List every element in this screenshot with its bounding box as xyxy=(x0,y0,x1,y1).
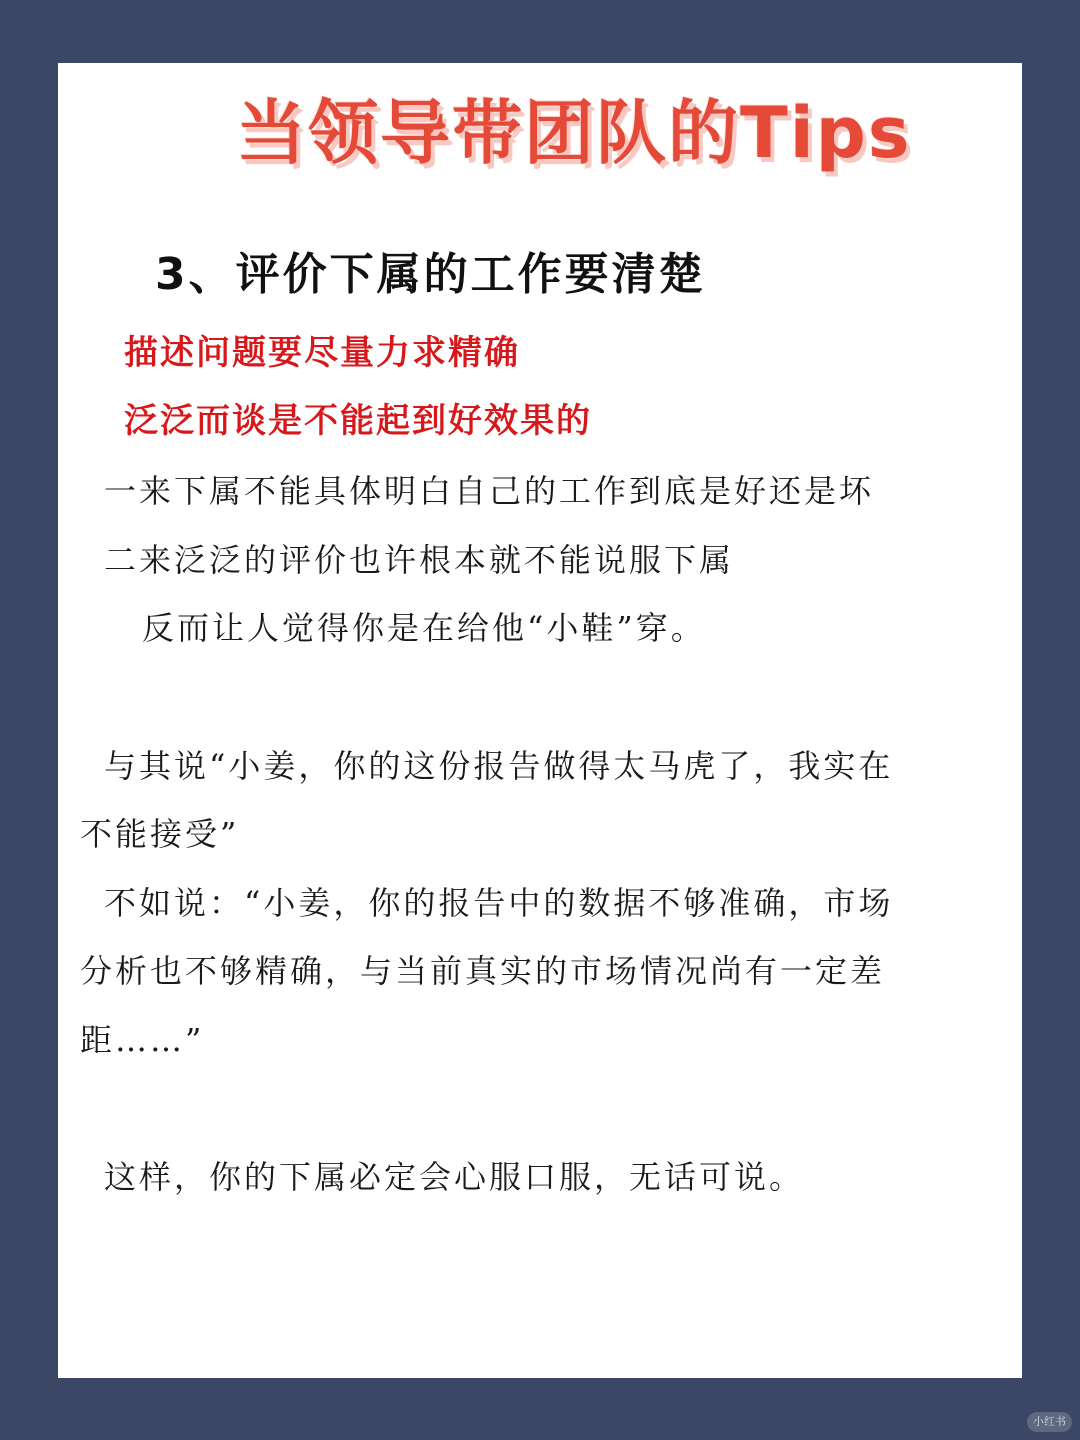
good-example-line: 不如说：“小姜，你的报告中的数据不够准确，市场 xyxy=(104,884,894,922)
conclusion-line: 这样，你的下属必定会心服口服，无话可说。 xyxy=(104,1158,805,1196)
good-example-line: 距……” xyxy=(80,1021,205,1059)
highlight-line: 描述问题要尽量力求精确 xyxy=(124,333,520,373)
highlight-line: 泛泛而谈是不能起到好效果的 xyxy=(124,401,592,441)
good-example-line: 分析也不够精确，与当前真实的市场情况尚有一定差 xyxy=(80,952,886,990)
reason-line: 一来下属不能具体明白自己的工作到底是好还是坏 xyxy=(104,472,875,510)
reason-line: 反而让人觉得你是在给他“小鞋”穿。 xyxy=(142,609,706,647)
reason-line: 二来泛泛的评价也许根本就不能说服下属 xyxy=(104,541,735,579)
bad-example-line: 与其说“小姜，你的这份报告做得太马虎了，我实在 xyxy=(104,747,894,785)
section-heading: 3、评价下属的工作要清楚 xyxy=(155,249,706,300)
content-card xyxy=(58,63,1022,1378)
page-title: 当领导带团队的Tips xyxy=(236,92,912,174)
watermark-logo: 小红书 xyxy=(1027,1412,1072,1432)
bad-example-line: 不能接受” xyxy=(80,815,240,853)
